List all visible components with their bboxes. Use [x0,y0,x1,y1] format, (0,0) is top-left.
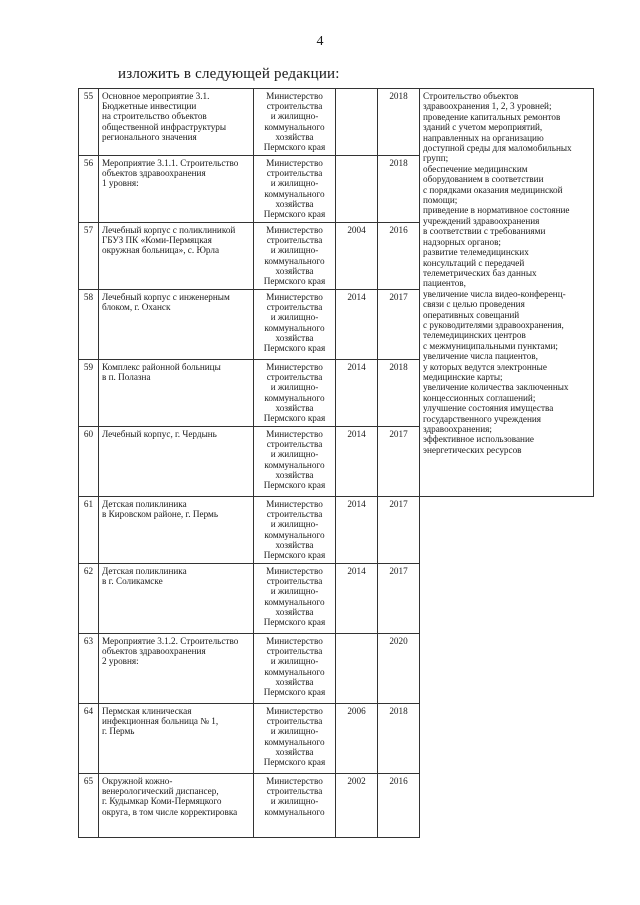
start-year [336,156,378,223]
activity-name-line: Мероприятие 3.1.1. Строительство [102,158,239,168]
activity-name-line: Лечебный корпус с инженерным [102,292,230,302]
responsible-cell [254,223,336,290]
expected-result-line: связи с целью проведения [423,299,525,310]
responsible-line: хозяйства [275,332,314,343]
activity-name-line: в г. Соликамске [102,576,163,587]
responsible-line: строительства [266,168,323,179]
activity-name-line: регионального значения [102,131,197,142]
responsible-line: Министерство [266,91,323,101]
activity-name-cell [99,89,254,156]
program-table [78,88,594,838]
responsible-cell [254,360,336,427]
end-year: 2020 [378,634,420,704]
expected-result-line: государственного учреждения [423,413,542,424]
end-year: 2016 [378,223,420,290]
expected-result-line: с руководителями здравоохранения, [423,319,564,330]
responsible-line: и жилищно- [270,519,319,530]
responsible-line: и жилищно- [270,312,319,323]
responsible-line: и жилищно- [270,245,319,256]
responsible-line: хозяйства [275,676,314,687]
expected-result-line: доступной среды для маломобильных [423,143,572,154]
responsible-line: строительства [266,646,323,657]
responsible-line: коммунального [264,529,325,540]
activity-name-line: Бюджетные инвестиции [102,101,197,112]
responsible-line: и жилищно- [270,382,319,393]
start-year [336,89,378,156]
responsible-line: и жилищно- [270,111,319,122]
row-number: 60 [79,427,99,497]
activity-name-cell [99,290,254,360]
activity-name-line: Лечебный корпус с поликлиникой [102,225,236,235]
activity-name-line: инфекционная больница № 1, [102,716,219,727]
responsible-line: Пермского края [263,413,326,424]
responsible-line: строительства [266,235,323,246]
end-year: 2018 [378,89,420,156]
activity-name-cell [99,634,254,704]
activity-name-line: 2 уровня: [102,656,139,667]
responsible-line: Министерство [266,225,323,235]
responsible-cell [254,634,336,704]
expected-result-line: приведение в нормативное состояние [423,205,570,216]
expected-result-line: проведение капитальных ремонтов [423,111,561,122]
activity-name-cell [99,427,254,497]
table-row [79,564,594,634]
row-number: 65 [79,774,99,838]
expected-result-line: телемедицинских центров [423,330,526,341]
expected-result-line: обеспечение медицинским [423,163,528,174]
responsible-line: хозяйства [275,469,314,480]
expected-results-cell [420,89,594,497]
responsible-line: хозяйства [275,131,314,142]
expected-result-line: здравоохранения; [423,424,492,434]
expected-result-line: телеметрических баз данных [423,267,537,278]
responsible-line: и жилищно- [270,178,319,189]
row-number: 62 [79,564,99,634]
activity-name-line: г. Кудымкар Коми-Пермяцкого [102,796,222,807]
responsible-line: коммунального [264,736,325,747]
end-year: 2017 [378,564,420,634]
expected-result-line: развитие телемедицинских [423,247,529,258]
responsible-line: строительства [266,439,323,450]
responsible-line: и жилищно- [270,449,319,460]
table-row [79,89,594,156]
expected-result-line: оборудованием в соответствии [423,174,544,185]
expected-result-line: увеличение количества заключенных [423,382,569,393]
responsible-line: Министерство [266,776,323,786]
expected-result-line: надзорных органов; [423,236,501,247]
responsible-line: строительства [266,716,323,727]
responsible-line: строительства [266,372,323,383]
end-year: 2016 [378,774,420,838]
expected-result-line: консультаций с передачей [423,257,525,268]
responsible-line: и жилищно- [270,726,319,737]
responsible-line: Пермского края [263,550,326,561]
end-year: 2018 [378,360,420,427]
activity-name-line: Пермская клиническая [102,706,192,716]
responsible-cell [254,427,336,497]
responsible-line: хозяйства [275,539,314,550]
responsible-line: хозяйства [275,746,314,757]
table-row [79,634,594,704]
responsible-cell [254,704,336,774]
expected-result-line: учреждений здравоохранения [423,215,540,226]
responsible-line: хозяйства [275,606,314,617]
responsible-cell [254,89,336,156]
start-year: 2004 [336,223,378,290]
responsible-line: коммунального [264,121,325,132]
row-number: 61 [79,497,99,564]
activity-name-line: на строительство объектов [102,111,207,122]
responsible-line: Министерство [266,362,323,372]
expected-result-line: концессионных соглашений; [423,392,536,403]
end-year: 2017 [378,427,420,497]
expected-result-line: здравоохранения 1, 2, 3 уровней; [423,101,552,112]
responsible-line: Пермского края [263,480,326,491]
responsible-line: Пермского края [263,343,326,354]
start-year: 2014 [336,497,378,564]
responsible-line: Пермского края [263,617,326,628]
expected-result-line: в соответствии с требованиями [423,226,546,237]
responsible-line: Пермского края [263,276,326,287]
expected-result-line: энергетических ресурсов [423,444,522,455]
activity-name-line: венерологический диспансер, [102,786,219,797]
responsible-line: Министерство [266,706,323,716]
responsible-line: Министерство [266,566,323,576]
table-row [79,497,594,564]
expected-result-line: Строительство объектов [423,91,519,101]
responsible-line: хозяйства [275,402,314,413]
table-body [79,89,594,838]
end-year: 2017 [378,497,420,564]
empty-cell [420,774,594,838]
activity-name-line: Окружной кожно- [102,776,173,786]
responsible-line: Пермского края [263,687,326,698]
activity-name-cell [99,223,254,290]
expected-result-line: увеличение числа пациентов, [423,351,538,362]
responsible-line: Пермского края [263,757,326,768]
activity-name-line: Мероприятие 3.1.2. Строительство [102,636,239,646]
start-year: 2014 [336,290,378,360]
activity-name-line: окружная больница», с. Юрла [102,245,220,256]
expected-result-line: помощи; [423,195,458,206]
responsible-line: коммунального [264,322,325,333]
expected-result-line: улучшение состояния имущества [423,403,554,414]
row-number: 63 [79,634,99,704]
start-year: 2006 [336,704,378,774]
activity-name-line: ГБУЗ ПК «Коми-Пермяцкая [102,235,212,246]
expected-result-line: оперативных совещаний [423,309,520,320]
responsible-line: хозяйства [275,265,314,276]
activity-name-line: в п. Полазна [102,372,151,383]
activity-name-cell [99,497,254,564]
activity-name-line: Комплекс районной больницы [102,362,221,372]
expected-result-line: эффективное использование [423,434,534,445]
activity-name-cell [99,564,254,634]
activity-name-line: г. Пермь [102,726,135,737]
table-row [79,704,594,774]
row-number: 59 [79,360,99,427]
start-year: 2014 [336,564,378,634]
page-number: 4 [316,34,324,49]
responsible-line: строительства [266,786,323,797]
responsible-line: и жилищно- [270,656,319,667]
start-year: 2002 [336,774,378,838]
activity-name-cell [99,360,254,427]
responsible-line: Министерство [266,499,323,509]
activity-name-line: Детская поликлиника [102,566,187,576]
activity-name-line: общественной инфраструктуры [102,121,227,132]
activity-name-line: Детская поликлиника [102,499,187,509]
responsible-line: Министерство [266,429,323,439]
end-year: 2018 [378,156,420,223]
start-year: 2014 [336,427,378,497]
expected-result-line: групп; [423,153,449,164]
intro-text: изложить в следующей редакции: [118,66,340,82]
responsible-line: строительства [266,509,323,520]
start-year [336,634,378,704]
activity-name-cell [99,774,254,838]
expected-result-line: зданий с учетом мероприятий, [423,122,543,133]
activity-name-line: округа, в том числе корректировка [102,806,238,817]
activity-name-line: Основное мероприятие 3.1. [102,91,210,101]
start-year: 2014 [336,360,378,427]
responsible-line: и жилищно- [270,586,319,597]
empty-cell [420,634,594,704]
expected-result-line: направленных на организацию [423,132,544,143]
responsible-line: коммунального [264,188,325,199]
empty-cell [420,497,594,564]
row-number: 64 [79,704,99,774]
activity-name-line: объектов здравоохранения [102,168,206,179]
responsible-line: коммунального [264,459,325,470]
responsible-line: строительства [266,302,323,313]
responsible-line: строительства [266,101,323,112]
activity-name-cell [99,156,254,223]
responsible-cell [254,564,336,634]
empty-cell [420,704,594,774]
responsible-line: коммунального [264,666,325,677]
responsible-line: Пермского края [263,142,326,153]
row-number: 58 [79,290,99,360]
responsible-line: и жилищно- [270,796,319,807]
expected-result-line: увеличение числа видео-конференц- [423,288,566,299]
responsible-line: коммунального [264,806,325,817]
responsible-line: Министерство [266,292,323,302]
responsible-cell [254,290,336,360]
responsible-line: коммунального [264,392,325,403]
responsible-line: коммунального [264,255,325,266]
responsible-line: коммунального [264,596,325,607]
activity-name-line: блоком, г. Оханск [102,302,171,313]
end-year: 2017 [378,290,420,360]
responsible-line: строительства [266,576,323,587]
responsible-line: Министерство [266,158,323,168]
expected-result-line: с порядками оказания медицинской [423,184,563,195]
responsible-cell [254,156,336,223]
activity-name-line: Лечебный корпус, г. Чердынь [102,429,217,439]
activity-name-line: объектов здравоохранения [102,646,206,657]
end-year: 2018 [378,704,420,774]
responsible-line: Пермского края [263,209,326,220]
empty-cell [420,564,594,634]
activity-name-cell [99,704,254,774]
expected-result-line: у которых ведутся электронные [423,361,547,372]
activity-name-line: 1 уровня: [102,178,139,189]
row-number: 57 [79,223,99,290]
row-number: 56 [79,156,99,223]
responsible-line: Министерство [266,636,323,646]
responsible-cell [254,497,336,564]
responsible-line: хозяйства [275,198,314,209]
expected-result-line: медицинские карты; [423,371,503,382]
table-row [79,774,594,838]
activity-name-line: в Кировском районе, г. Пермь [102,509,219,520]
row-number: 55 [79,89,99,156]
expected-result-line: с межмуниципальными пунктами; [423,340,558,351]
expected-result-line: пациентов, [423,278,466,289]
responsible-cell [254,774,336,838]
